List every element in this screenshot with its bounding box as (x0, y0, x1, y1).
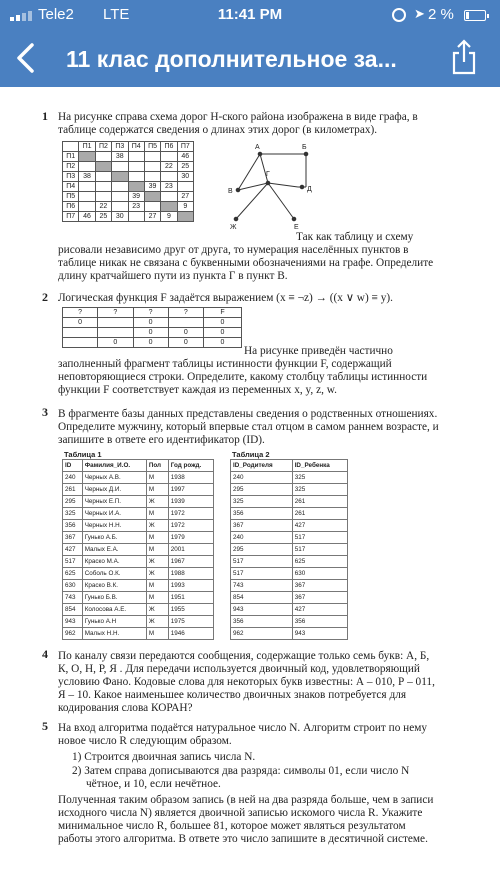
table-cell: 325 (292, 484, 347, 496)
question-number: 2 (42, 290, 48, 304)
table-cell: 367 (292, 592, 347, 604)
algorithm-step: 2) Затем справа дописываются два разряда: символы 01, если число N (72, 765, 410, 777)
table-cell (161, 192, 177, 202)
table-cell: 1997 (168, 484, 213, 496)
clock: 11:41 PM (217, 6, 283, 23)
row-header-cell: П2 (63, 162, 79, 172)
table-cell: 517 (231, 568, 293, 580)
table-cell (112, 162, 128, 172)
table-cell: 2001 (168, 544, 213, 556)
table-cell: 240 (63, 472, 83, 484)
header-cell: П4 (128, 142, 144, 152)
question-text: новое число R следующим образом. (58, 735, 232, 747)
table-row (231, 604, 348, 616)
graph-label: Ж (230, 224, 237, 231)
row-header-cell: П3 (63, 172, 79, 182)
persons-table (62, 459, 214, 640)
header-cell: П5 (144, 142, 160, 152)
table-row (63, 172, 194, 182)
table-cell: 325 (63, 508, 83, 520)
network-label: LTE (103, 6, 130, 23)
table-cell: Гунько А.Н (82, 616, 146, 628)
question-text: работы этого алгоритма. В ответе это число запишите в десятичной системе. (58, 833, 428, 845)
header-cell: ID_Ребенка (292, 460, 347, 472)
table-cell: 27 (144, 212, 160, 222)
question-number: 4 (42, 647, 48, 661)
question-text: рисовали независимо друг от друга, то нумерация населённых пунктов в (58, 244, 409, 256)
table-row (231, 532, 348, 544)
document-page (0, 87, 500, 889)
table-cell (79, 152, 95, 162)
header-cell: П3 (112, 142, 128, 152)
header-cell: ID_Родителя (231, 460, 293, 472)
table-cell: Черных Н.Н. (82, 520, 146, 532)
table-row (63, 580, 214, 592)
header-cell (63, 142, 79, 152)
table-row (231, 508, 348, 520)
graph-label: А (255, 144, 260, 151)
table-cell: 0 (63, 318, 98, 328)
nav-bar (0, 30, 500, 87)
table-row (231, 544, 348, 556)
question-text: запишите в ответе его идентификатор (ID). (58, 434, 265, 446)
table-cell (144, 192, 160, 202)
table-cell: М (146, 592, 168, 604)
table-row (63, 162, 194, 172)
table-cell: 1972 (168, 508, 213, 520)
table-row (231, 484, 348, 496)
table-cell (112, 202, 128, 212)
row-header-cell: П7 (63, 212, 79, 222)
table-row (63, 520, 214, 532)
table-cell: 625 (63, 568, 83, 580)
table-cell: 1972 (168, 520, 213, 532)
table-cell: Малых Н.Н. (82, 628, 146, 640)
table-cell: М (146, 472, 168, 484)
table-row (63, 604, 214, 616)
table-cell: 367 (292, 580, 347, 592)
table-cell: 0 (168, 338, 203, 348)
table-cell: 517 (63, 556, 83, 568)
table-cell: 295 (63, 496, 83, 508)
table-cell: 38 (79, 172, 95, 182)
location-icon: ➤ (414, 6, 425, 21)
question-text: К, О, Н, Р, Я . Для передачи используется двоичный код, удовлетворяющий (58, 663, 420, 675)
graph-label: Д (307, 186, 312, 193)
table-cell: М (146, 544, 168, 556)
table-cell: Черных И.А. (82, 508, 146, 520)
question-number: 5 (42, 719, 48, 733)
table-cell (98, 318, 133, 328)
table-cell: Гунько А.Б. (82, 532, 146, 544)
table-cell: 240 (231, 472, 293, 484)
table-cell (128, 172, 144, 182)
question-text: Логическая функция F задаётся выражением (x ≡ ¬z) → ((x ∨ w) ≡ y). (58, 292, 393, 304)
table-caption: Таблица 2 (232, 450, 270, 459)
header-cell: Пол (146, 460, 168, 472)
header-cell: Фамилия_И.О. (82, 460, 146, 472)
table-row (63, 628, 214, 640)
table-cell: 295 (231, 544, 293, 556)
question-text: кодирования слова КОРАН? (58, 702, 193, 714)
table-row (63, 556, 214, 568)
table-row (231, 616, 348, 628)
table-cell (112, 182, 128, 192)
battery-percent: 2 % (428, 6, 454, 23)
table-cell: 295 (231, 484, 293, 496)
table-cell (63, 338, 98, 348)
graph-label: В (228, 188, 233, 195)
table-cell: 1993 (168, 580, 213, 592)
share-icon[interactable] (450, 39, 478, 75)
table-cell (95, 162, 111, 172)
table-cell (161, 202, 177, 212)
table-cell (128, 182, 144, 192)
question-text: На вход алгоритма подаётся натуральное число N. Алгоритм строит по нему (58, 722, 428, 734)
table-cell: 427 (63, 544, 83, 556)
distance-table (62, 141, 194, 222)
table-cell: 854 (231, 592, 293, 604)
table-cell: 743 (231, 580, 293, 592)
table-cell: М (146, 580, 168, 592)
header-cell: Год рожд. (168, 460, 213, 472)
table-cell: 261 (292, 496, 347, 508)
table-cell: 356 (63, 520, 83, 532)
table-cell: 9 (161, 212, 177, 222)
table-row (63, 592, 214, 604)
row-header-cell: П4 (63, 182, 79, 192)
table-cell: 22 (95, 202, 111, 212)
table-cell: Ж (146, 496, 168, 508)
table-cell: Черных Д.И. (82, 484, 146, 496)
table-cell: Ж (146, 556, 168, 568)
question-number: 3 (42, 405, 48, 419)
table-cell: Краско В.К. (82, 580, 146, 592)
table-row (63, 484, 214, 496)
table-row (63, 496, 214, 508)
table-cell (63, 328, 98, 338)
table-row (231, 472, 348, 484)
table-cell: 630 (63, 580, 83, 592)
question-text: Так как таблицу и схему (296, 231, 414, 243)
table-cell (95, 152, 111, 162)
table-cell (79, 192, 95, 202)
table-cell (144, 162, 160, 172)
table-cell: 356 (231, 508, 293, 520)
row-header-cell: П6 (63, 202, 79, 212)
status-bar (0, 0, 500, 30)
table-cell: 1946 (168, 628, 213, 640)
question-text: неповторяющиеся строки. Определите, какому столбцу таблицы истинности (58, 371, 428, 383)
table-row (231, 580, 348, 592)
table-row (63, 472, 214, 484)
table-cell: 943 (231, 604, 293, 616)
table-cell: 30 (177, 172, 193, 182)
table-cell: М (146, 628, 168, 640)
page-title: 11 клас дополнительное за... (66, 46, 397, 72)
question-text: условию Фано. Кодовые слова для некоторых букв известны: А – 010, Р – 011, (58, 676, 435, 688)
table-row (63, 212, 194, 222)
table-header-row (231, 460, 348, 472)
table-cell: Ж (146, 568, 168, 580)
table-cell: М (146, 484, 168, 496)
table-cell (144, 202, 160, 212)
table-cell: Ж (146, 616, 168, 628)
header-cell: ? (133, 308, 168, 318)
table-cell: 1975 (168, 616, 213, 628)
table-cell: 356 (231, 616, 293, 628)
table-cell: 625 (292, 556, 347, 568)
table-cell: 1988 (168, 568, 213, 580)
table-cell: 962 (231, 628, 293, 640)
header-cell: П7 (177, 142, 193, 152)
table-cell: 30 (112, 212, 128, 222)
question-text: таблице содержатся сведения о длинах этих дорог (в километрах). (58, 124, 378, 136)
table-cell: 1967 (168, 556, 213, 568)
table-cell: 943 (63, 616, 83, 628)
table-row (231, 628, 348, 640)
table-cell: Ж (146, 520, 168, 532)
row-header-cell: П5 (63, 192, 79, 202)
table-cell (128, 212, 144, 222)
table-cell: 39 (128, 192, 144, 202)
header-cell: ? (63, 308, 98, 318)
table-cell: М (146, 508, 168, 520)
table-cell: Черных А.В. (82, 472, 146, 484)
table-cell: Черных Е.П. (82, 496, 146, 508)
question-text: заполненный фрагмент таблицы истинности функции F, содержащий (58, 358, 392, 370)
table-row (63, 182, 194, 192)
rotation-lock-icon (392, 8, 406, 22)
table-cell (161, 152, 177, 162)
question-text: В фрагменте базы данных представлены сведения о родственных отношениях. (58, 408, 438, 420)
table-cell: 517 (292, 532, 347, 544)
table-cell: 943 (292, 628, 347, 640)
table-cell: 1955 (168, 604, 213, 616)
graph-label: Г (266, 171, 270, 178)
header-cell: F (204, 308, 242, 318)
road-graph (222, 141, 322, 231)
table-row (63, 568, 214, 580)
table-cell: 22 (161, 162, 177, 172)
table-cell (79, 202, 95, 212)
table-cell: Малых Е.А. (82, 544, 146, 556)
question-text: длину кратчайшего пути из пункта Г в пункт В. (58, 270, 288, 282)
header-cell: ID (63, 460, 83, 472)
table-cell: 854 (63, 604, 83, 616)
table-cell: 0 (168, 328, 203, 338)
table-row (63, 318, 242, 328)
table-cell (112, 192, 128, 202)
table-row (63, 328, 242, 338)
table-cell: 427 (292, 520, 347, 532)
table-cell (144, 152, 160, 162)
table-cell (95, 192, 111, 202)
table-row (63, 616, 214, 628)
table-cell: 25 (95, 212, 111, 222)
graph-label: Б (302, 144, 307, 151)
table-row (63, 152, 194, 162)
table-cell: 630 (292, 568, 347, 580)
table-cell (79, 162, 95, 172)
algorithm-step: чётное, и 10, если нечётное. (86, 778, 221, 790)
header-cell: ? (168, 308, 203, 318)
question-text: Я – 10. Какое наименьшее количество двоичных знаков потребуется для (58, 689, 407, 701)
table-cell (168, 318, 203, 328)
table-cell: 23 (161, 182, 177, 192)
header-cell: П2 (95, 142, 111, 152)
table-cell: 23 (128, 202, 144, 212)
table-row (231, 520, 348, 532)
question-text: На рисунке приведён частично (244, 345, 393, 357)
table-cell: 517 (231, 556, 293, 568)
table-cell (95, 172, 111, 182)
table-cell (98, 328, 133, 338)
question-text: таблице никак не связана с буквенными обозначениями на графе. Определите (58, 257, 434, 269)
graph-label: Е (294, 224, 299, 231)
table-cell: 962 (63, 628, 83, 640)
table-cell: 1979 (168, 532, 213, 544)
table-cell: 517 (292, 544, 347, 556)
table-cell: 27 (177, 192, 193, 202)
table-cell: 261 (292, 508, 347, 520)
table-header-row (63, 460, 214, 472)
table-cell (128, 152, 144, 162)
table-cell (128, 162, 144, 172)
table-cell: 0 (133, 328, 168, 338)
algorithm-step: 1) Строится двоичная запись числа N. (72, 751, 256, 763)
table-header-row (63, 308, 242, 318)
table-cell: 367 (231, 520, 293, 532)
table-cell: 0 (98, 338, 133, 348)
table-caption: Таблица 1 (64, 450, 102, 459)
table-cell: 46 (79, 212, 95, 222)
table-cell (177, 182, 193, 192)
table-row (63, 544, 214, 556)
table-cell: 25 (177, 162, 193, 172)
table-cell (161, 172, 177, 182)
question-text: исходного числа N) является двоичной записью искомого числа R. Укажите (58, 807, 423, 819)
table-cell: 367 (63, 532, 83, 544)
question-text: По каналу связи передаются сообщения, содержащие только семь букв: А, Б, (58, 650, 430, 662)
table-header-row (63, 142, 194, 152)
row-header-cell: П1 (63, 152, 79, 162)
table-row (63, 338, 242, 348)
table-row (63, 508, 214, 520)
question-text: функции F соответствует каждая из переменных x, y, z, w. (58, 384, 337, 396)
relations-table (230, 459, 348, 640)
table-cell: 356 (292, 616, 347, 628)
table-cell (112, 172, 128, 182)
question-text: минимальное число R, большее 81, которое может являться результатом (58, 820, 406, 832)
header-cell: П6 (161, 142, 177, 152)
question-number: 1 (42, 109, 48, 123)
table-row (63, 532, 214, 544)
table-cell: 743 (63, 592, 83, 604)
table-cell (95, 182, 111, 192)
table-cell: 39 (144, 182, 160, 192)
table-cell: 0 (133, 338, 168, 348)
table-cell: 240 (231, 532, 293, 544)
table-cell: 0 (204, 328, 242, 338)
table-cell: М (146, 532, 168, 544)
table-cell: Колосова А.Е. (82, 604, 146, 616)
table-cell: 0 (204, 338, 242, 348)
table-cell: 325 (231, 496, 293, 508)
header-cell: ? (98, 308, 133, 318)
table-cell: 1938 (168, 472, 213, 484)
table-row (231, 568, 348, 580)
table-cell: 261 (63, 484, 83, 496)
header-cell: П1 (79, 142, 95, 152)
table-row (63, 202, 194, 212)
chevron-left-icon[interactable] (12, 42, 42, 74)
table-cell: 0 (204, 318, 242, 328)
table-cell: 38 (112, 152, 128, 162)
table-row (231, 496, 348, 508)
table-cell: 46 (177, 152, 193, 162)
table-cell (144, 172, 160, 182)
table-cell: 325 (292, 472, 347, 484)
carrier-label: Tele2 (38, 6, 74, 23)
question-text: Полученная таким образом запись (в ней на два разряда больше, чем в записи (58, 794, 434, 806)
table-cell (79, 182, 95, 192)
question-text: Определите мужчину, который впервые стал отцом в самом раннем возрасте, и (58, 421, 439, 433)
truth-table (62, 307, 242, 348)
table-cell: 9 (177, 202, 193, 212)
table-cell: Соболь О.К. (82, 568, 146, 580)
table-cell: Гунько Б.В. (82, 592, 146, 604)
table-cell: Краско М.А. (82, 556, 146, 568)
table-cell: 1951 (168, 592, 213, 604)
question-text: На рисунке справа схема дорог Н-ского района изображена в виде графа, в (58, 111, 418, 123)
table-row (63, 192, 194, 202)
table-cell (177, 212, 193, 222)
table-cell: 427 (292, 604, 347, 616)
battery-icon (464, 10, 486, 21)
table-cell: 1939 (168, 496, 213, 508)
table-cell: Ж (146, 604, 168, 616)
table-cell: 0 (133, 318, 168, 328)
table-row (231, 556, 348, 568)
table-row (231, 592, 348, 604)
